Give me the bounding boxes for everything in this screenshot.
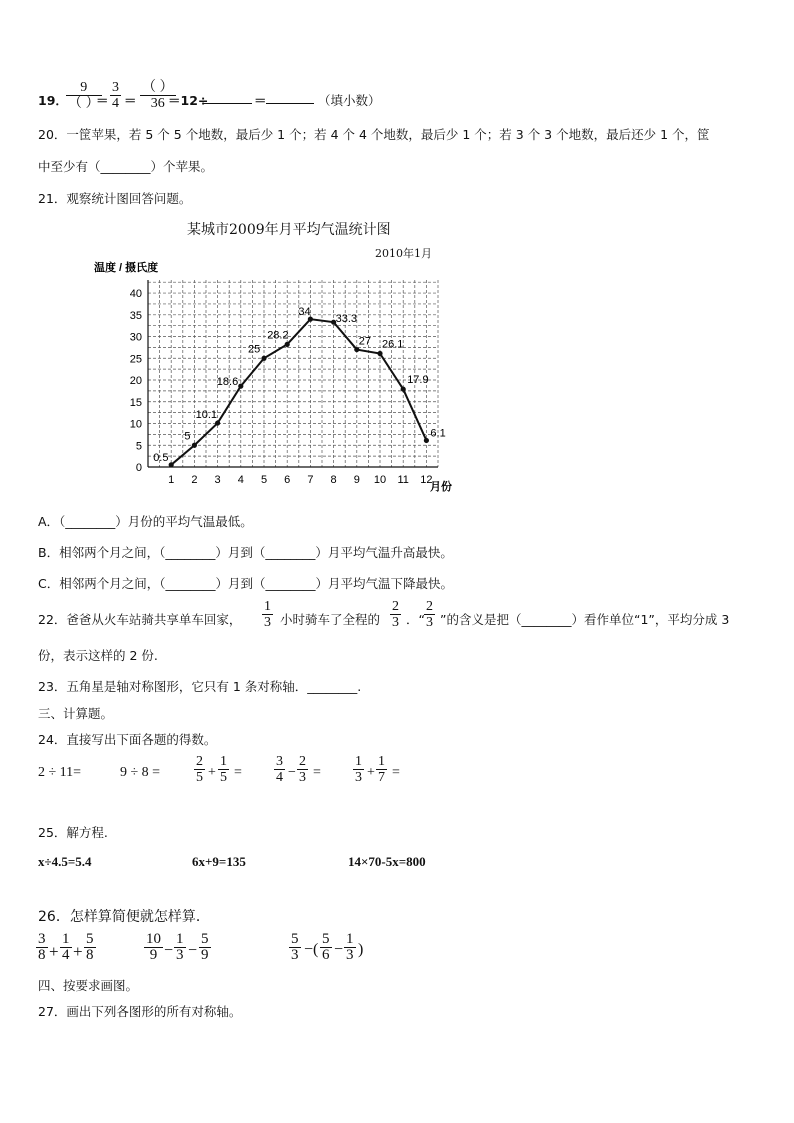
fraction: $\frac{5}{8}$ (86, 931, 94, 963)
operator: −( (304, 941, 319, 958)
fraction: $\frac{5}{3}$ (291, 931, 299, 963)
q19-equals: ＝ (124, 93, 137, 108)
q24-expression-2: 9 ÷ 8 = (120, 765, 161, 780)
q19-equals: ＝ (96, 93, 109, 108)
q25-equation-3: 14×70-5x=800 (348, 854, 426, 869)
data-point (377, 351, 382, 356)
q22-text-part-4: ”的含义是把（________）看作单位“1”，平均分成 3 (440, 612, 730, 627)
y-tick-label: 15 (129, 396, 142, 409)
data-label: 26.1 (382, 338, 404, 351)
q22-fraction-2: $\frac{2}{3}$ (392, 599, 399, 630)
q25-equation-2: 6x+9=135 (192, 854, 246, 869)
operator: − (334, 941, 344, 958)
operator: + (208, 765, 216, 780)
q22-text-part-2: 小时骑车了全程的 (280, 612, 381, 627)
x-tick-label: 5 (260, 474, 268, 486)
q21-prompt: 21．观察统计图回答问题。 (38, 191, 192, 206)
y-tick-label: 5 (135, 440, 142, 453)
fraction: $\frac{3}{8}$ (38, 931, 46, 963)
data-label: 10.1 (195, 409, 218, 422)
section-3-title: 三、计算题。 (38, 706, 114, 721)
q24-prompt: 24．直接写出下面各题的得数。 (38, 732, 217, 747)
section-4-title: 四、按要求画图。 (38, 978, 139, 993)
x-tick-label: 12 (420, 474, 433, 486)
data-label: 27 (358, 335, 372, 348)
operator: + (49, 942, 59, 961)
x-tick-label: 10 (373, 474, 387, 486)
x-axis-label: 月份 (430, 481, 452, 493)
x-tick-label: 1 (168, 474, 175, 486)
data-label: 17.9 (407, 374, 429, 387)
chart-grid (148, 280, 438, 467)
fraction: $\frac{1}{3}$ (176, 931, 184, 963)
y-tick-label: 30 (129, 331, 142, 344)
x-tick-label: 2 (191, 474, 198, 486)
data-point (261, 356, 266, 361)
operator: + (367, 765, 375, 780)
q27-text: 27．画出下列各图形的所有对称轴。 (38, 1004, 242, 1019)
x-tick-label: 7 (307, 474, 314, 486)
data-label: 6.1 (430, 427, 446, 440)
x-tick-label: 6 (284, 474, 291, 486)
data-label: 28.2 (267, 329, 289, 342)
q24-expression-1: 2 ÷ 11= (38, 765, 82, 780)
equals: = (392, 765, 400, 780)
y-tick-label: 0 (135, 462, 142, 474)
data-label: 0.5 (153, 451, 169, 464)
q19-fraction-3: （ ） 36 (142, 80, 174, 111)
fraction: $\frac{5}{6}$ (322, 931, 330, 963)
x-tick-label: 4 (237, 474, 244, 486)
data-label: 25 (248, 343, 261, 356)
q26-prompt: 26．怎样算简便就怎样算． (38, 909, 210, 925)
fraction: $\frac{2}{3}$ (299, 754, 306, 785)
q23-text: 23．五角星是轴对称图形，它只有 1 条对称轴．________. (38, 679, 362, 694)
q22-fraction-1: $\frac{1}{3}$ (264, 599, 271, 630)
y-tick-label: 40 (129, 288, 142, 301)
chart-title: 某城市2009年月平均气温统计图 (187, 222, 391, 238)
data-point (285, 342, 290, 347)
q19-fraction-2: $\frac{3}{4}$ (112, 80, 119, 111)
q19-note: （填小数） (318, 93, 381, 108)
data-point (169, 462, 174, 467)
data-label: 18.6 (216, 376, 239, 389)
data-point (354, 347, 359, 352)
data-point (215, 420, 220, 425)
x-tick-labels (168, 474, 432, 486)
q19-division: ＝12÷ (168, 93, 209, 108)
fraction: $\frac{5}{9}$ (201, 931, 209, 963)
chart-axes (148, 280, 438, 467)
data-point (192, 443, 197, 448)
operator: − (164, 942, 174, 959)
q25-equation-1: x÷4.5=5.4 (38, 854, 92, 869)
q21-option-a: A．（________）月份的平均气温最低。 (38, 514, 253, 529)
temperature-line-chart (80, 258, 470, 498)
operator: ) (358, 941, 364, 958)
operator: + (73, 942, 83, 961)
operator: − (288, 765, 296, 780)
q19-number: 19． (38, 93, 68, 108)
data-label: 5 (184, 430, 191, 443)
fraction: $\frac{2}{5}$ (196, 754, 203, 785)
y-tick-label: 25 (129, 353, 142, 366)
q19-fraction-1: 9 （ ） (68, 80, 100, 111)
fraction: $\frac{1}{7}$ (378, 754, 385, 785)
y-tick-labels (130, 288, 142, 474)
q19-answer-blank-2[interactable] (266, 91, 314, 104)
q20-line-1: 20．一筐苹果，若 5 个 5 个地数，最后少 1 个；若 4 个 4 个地数，最后少 1 个；若 3 个 3 个地数，最后还少 1 个，筐 (38, 127, 710, 142)
data-label: 33.3 (335, 313, 358, 326)
y-tick-label: 20 (129, 375, 142, 388)
fraction: $\frac{1}{3}$ (346, 931, 354, 963)
q22-line-2: 份，表示这样的 2 份. (38, 648, 158, 663)
x-tick-label: 11 (397, 474, 409, 486)
equals: = (313, 765, 321, 780)
y-tick-label: 35 (129, 309, 142, 322)
q25-prompt: 25．解方程. (38, 825, 108, 840)
q20-line-2: 中至少有（________）个苹果。 (38, 159, 214, 174)
q22-text-part-1: 22．爸爸从火车站骑共享单车回家， (38, 612, 242, 627)
q22-fraction-3: $\frac{2}{3}$ (426, 599, 433, 630)
chart-subtitle: 2010年1月 (375, 247, 432, 260)
q22-text-part-3: ．“ (406, 612, 425, 627)
data-point (401, 387, 406, 392)
y-axis-label: 温度 / 摄氏度 (94, 262, 159, 274)
fraction: $\frac{1}{4}$ (62, 931, 70, 963)
operator: − (188, 942, 198, 959)
fraction: $\frac{1}{5}$ (220, 754, 227, 785)
x-tick-label: 3 (214, 474, 221, 486)
fraction: $\frac{1}{3}$ (355, 754, 362, 785)
fraction: $\frac{10}{9}$ (146, 931, 161, 963)
q21-option-b: B．相邻两个月之间，（________）月到（________）月平均气温升高最快。 (38, 545, 453, 560)
data-point (238, 384, 243, 389)
x-tick-label: 8 (330, 474, 337, 486)
q19-answer-blank-1[interactable] (204, 91, 252, 104)
x-tick-label: 9 (353, 474, 360, 486)
q21-option-c: C．相邻两个月之间，（________）月到（________）月平均气温下降最快。 (38, 576, 453, 591)
data-point (424, 438, 429, 443)
y-tick-label: 10 (129, 418, 142, 431)
data-label: 34 (298, 306, 311, 319)
fraction: $\frac{3}{4}$ (276, 754, 283, 785)
q19-equals: ＝ (254, 93, 267, 108)
equals: = (234, 765, 242, 780)
